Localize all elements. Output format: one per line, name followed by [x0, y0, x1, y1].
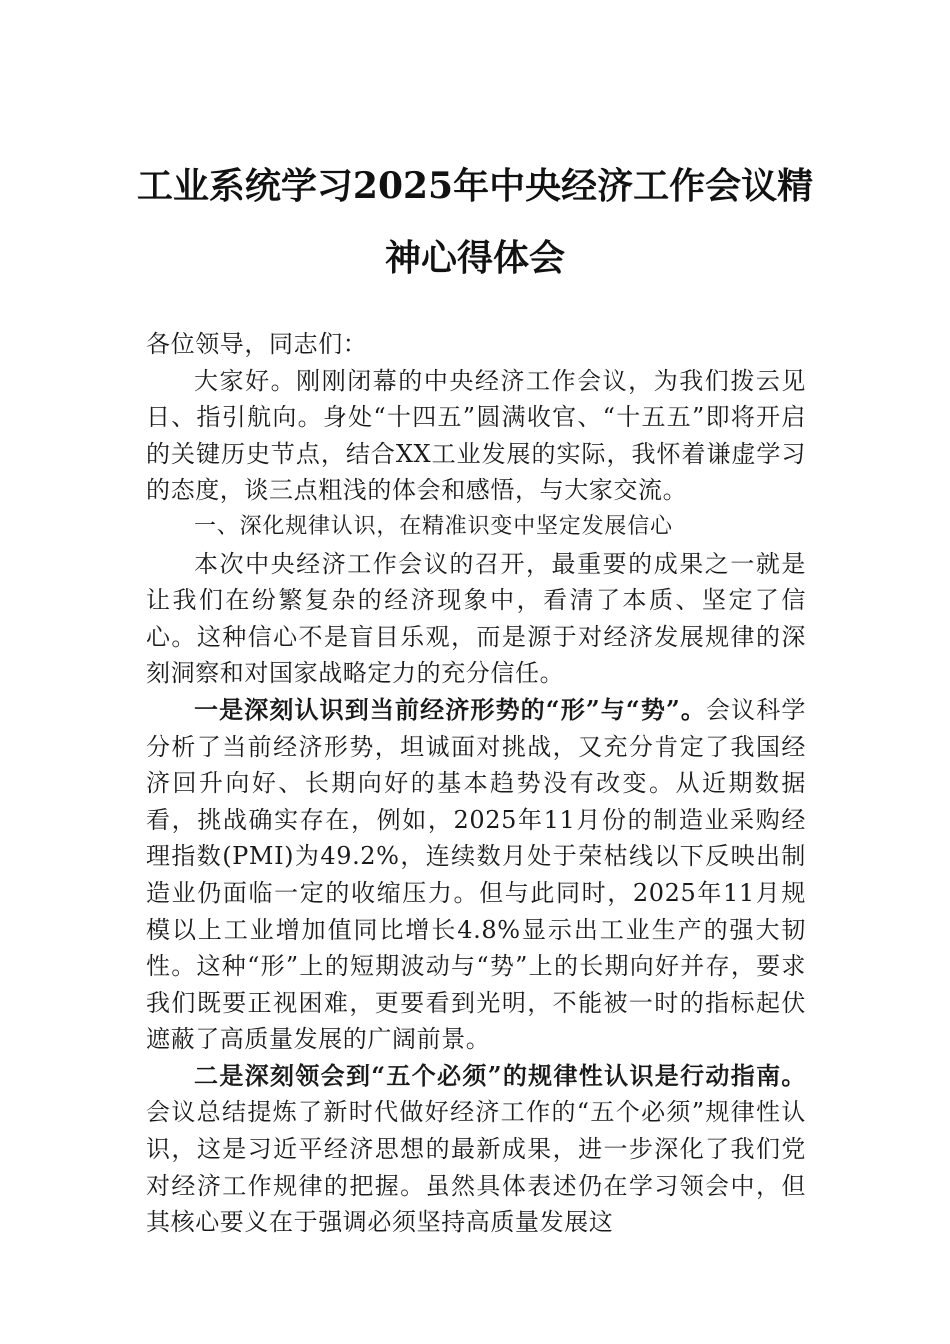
document-title [120, 150, 830, 294]
point-2-paragraph [146, 1058, 806, 1241]
point-2-body: 会议总结提炼了新时代做好经济工作的“五个必须”规律性认识，这是习近平经济思想的最新成果，进一步深化了我们党对经济工作规律的把握。虽然具体表述仍在学习领会中，但其核心要义在于强调必须坚持高质量发展这 [146, 1098, 806, 1237]
salutation: 各位领导，同志们： [146, 330, 368, 358]
point-1-paragraph [146, 692, 806, 1058]
title-line-1: 工业系统学习2025年中央经济工作会议精 [136, 165, 814, 207]
point-1-body: 会议科学分析了当前经济形势，坦诚面对挑战，又充分肯定了我国经济回升向好、长期向好的基本趋势没有改变。从近期数据看，挑战确实存在，例如，2025年11月份的制造业采购经理指数(PMI)为49.2%，连续数月处于荣枯线以下反映出制造业仍面临一定的收缩压力。但与此同时，2025年11月规模以上工业增加值同比增长4.8%显示出工业生产的强大韧性。这种“形”上的短期波动与“势”上的长期向好并存，要求我们既要正视困难，更要看到光明，不能被一时的指标起伏遮蔽了高质量发展的广阔前景。 [146, 695, 806, 1054]
point-1-lead: 一是深刻认识到当前经济形势的“形”与“势”。 [194, 694, 707, 724]
title-line-2: 神心得体会 [384, 237, 565, 279]
point-2-lead: 二是深刻领会到“五个必须”的规律性认识是行动指南。 [194, 1060, 806, 1090]
intro-paragraph: 大家好。刚刚闭幕的中央经济工作会议，为我们拨云见日、指引航向。身处“十四五”圆满收官、“十五五”即将开启的关键历史节点，结合XX工业发展的实际，我怀着谦虚学习的态度，谈三点粗浅的体会和感悟，与大家交流。 [146, 366, 806, 505]
document-body [146, 326, 806, 1241]
section-1-heading: 一、深化规律认识，在精准识变中坚定发展信心 [194, 513, 673, 539]
section-1-paragraph: 本次中央经济工作会议的召开，最重要的成果之一就是让我们在纷繁复杂的经济现象中，看清了本质、坚定了信心。这种信心不是盲目乐观，而是源于对经济发展规律的深刻洞察和对国家战略定力的充分信任。 [146, 549, 806, 688]
